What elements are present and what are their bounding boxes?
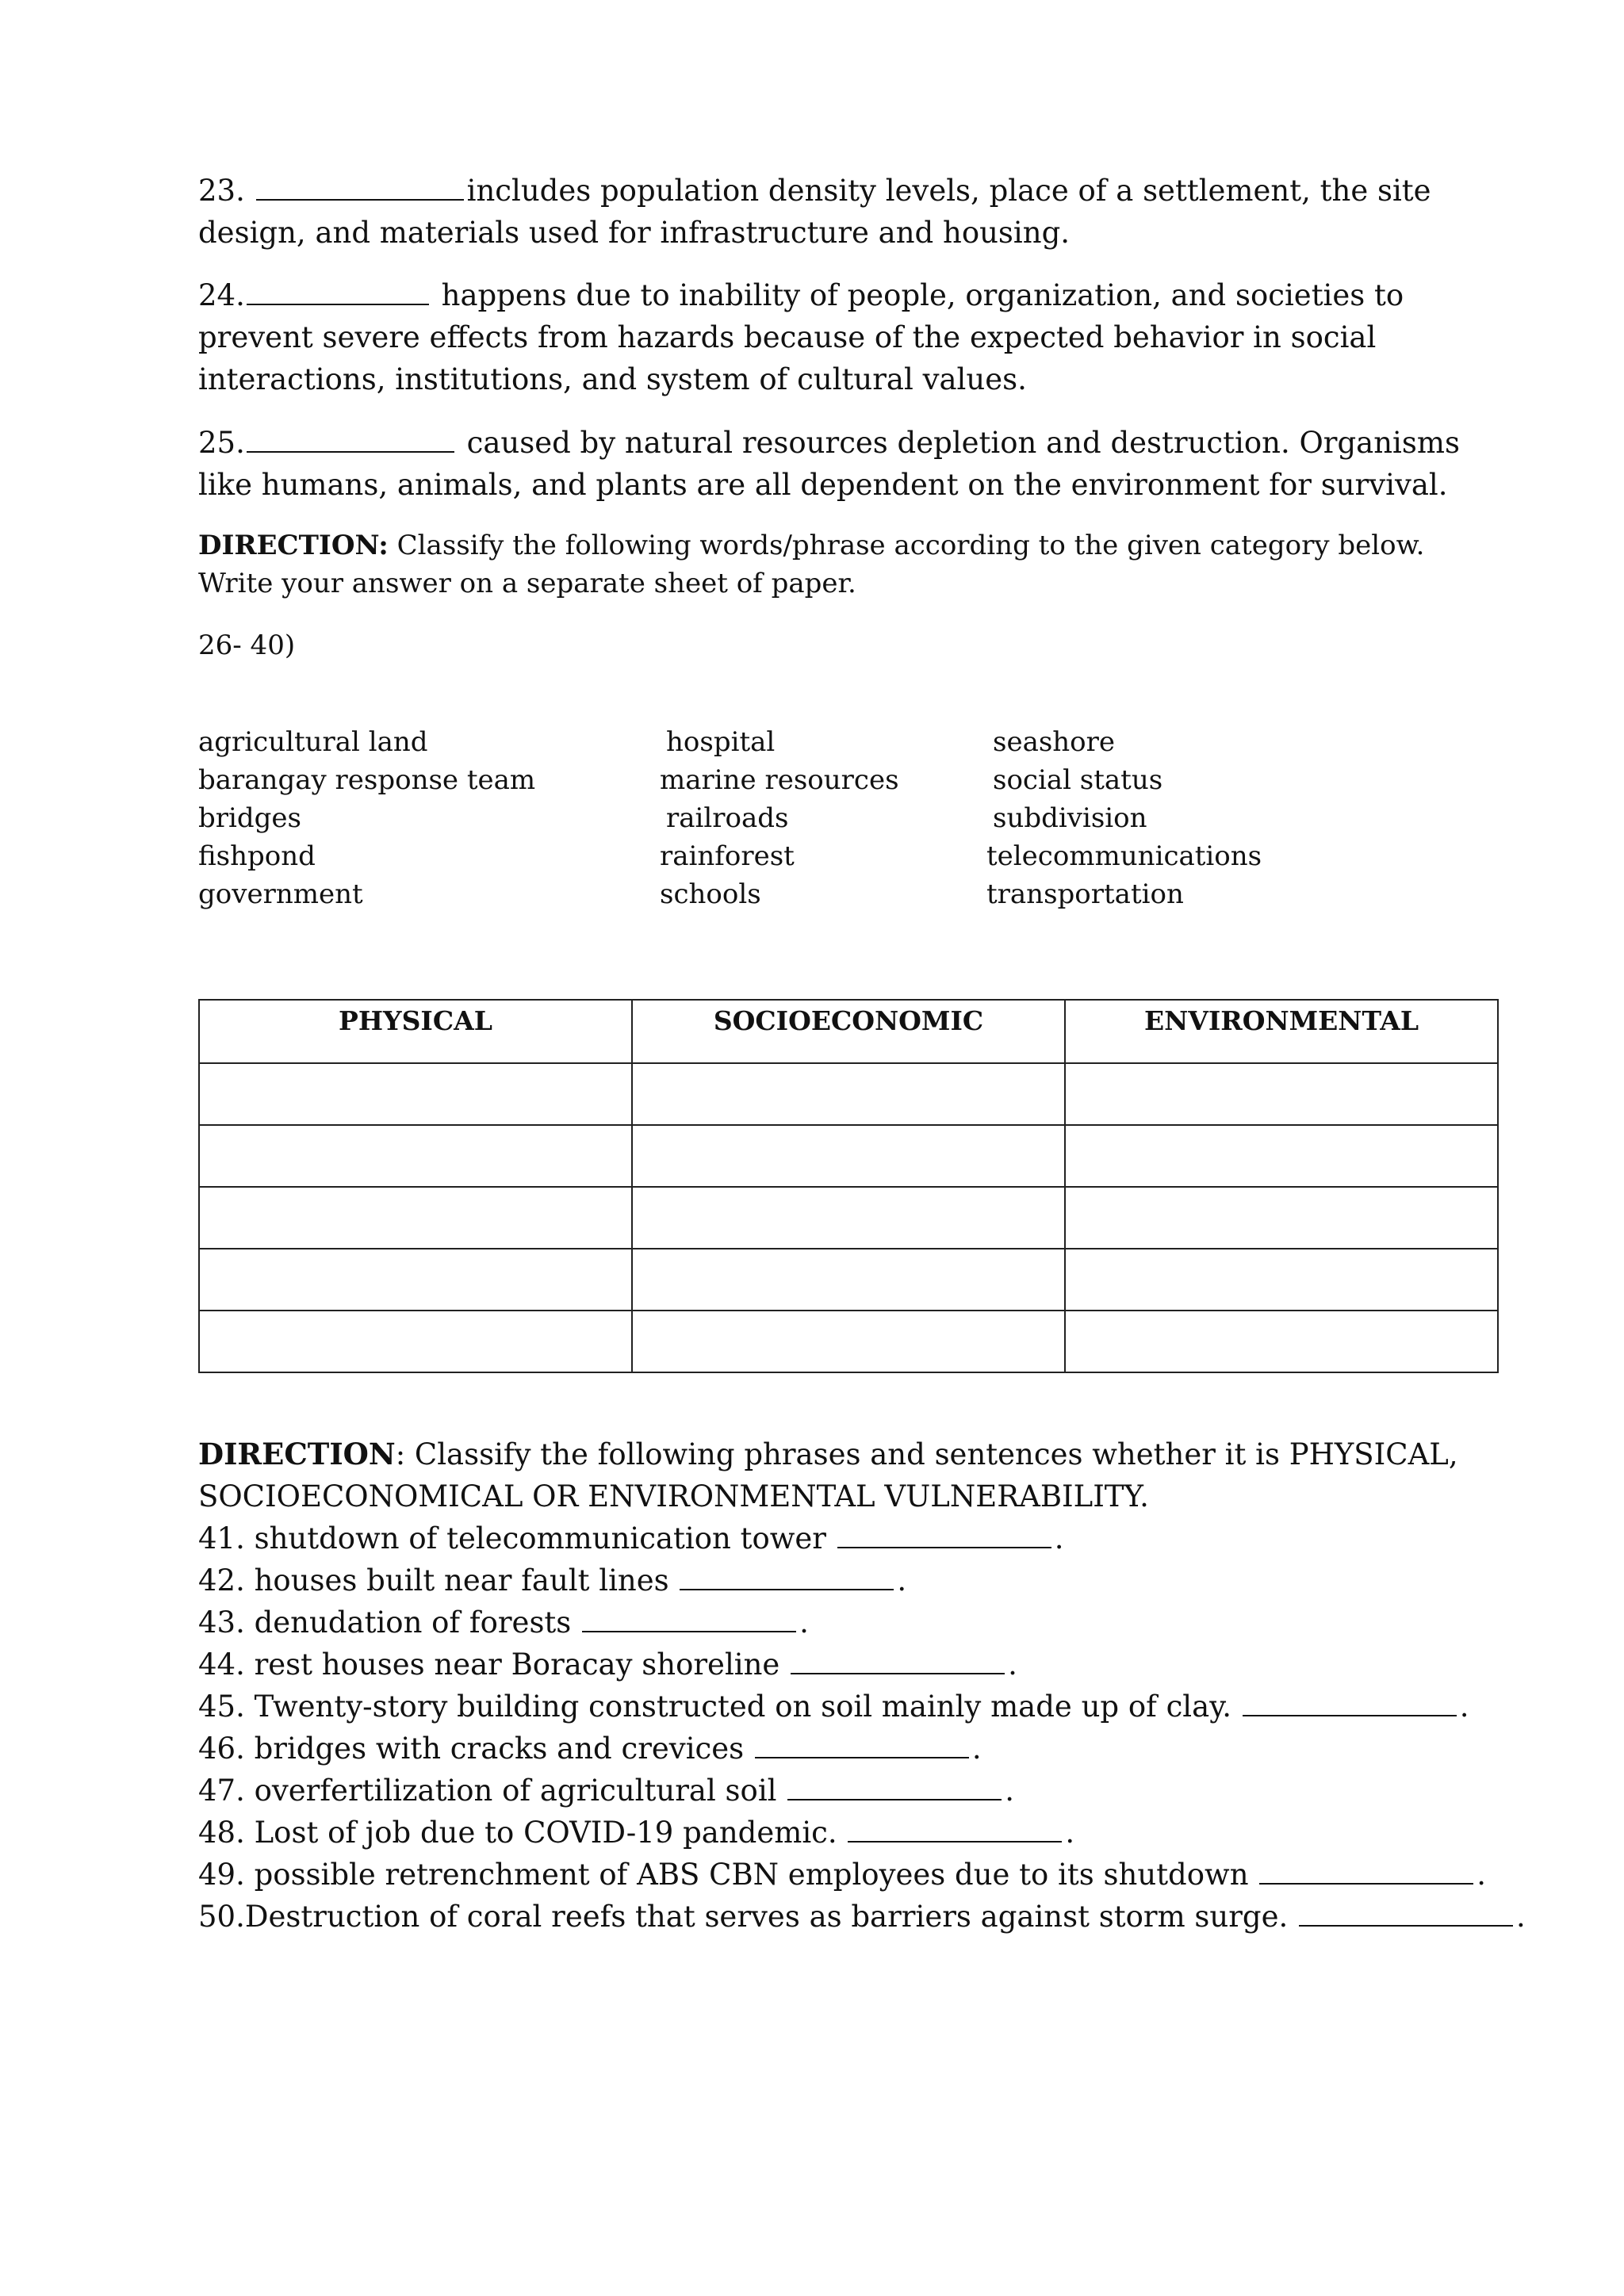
table-row bbox=[199, 1063, 1498, 1125]
question-23-text: includes population density levels, place of a settlement, the site design, and materials used for infrastructure and housing. bbox=[198, 174, 1431, 250]
word-item: barangay response team bbox=[198, 764, 536, 796]
question-24-text: happens due to inability of people, organization, and societies to prevent severe effects from hazards because of the expected behavior in social interactions, institutions, and system of cultural values. bbox=[198, 278, 1404, 396]
table-cell[interactable] bbox=[199, 1249, 632, 1311]
item-text: 49. possible retrenchment of ABS CBN employees due to its shutdown bbox=[198, 1858, 1249, 1892]
item-text: 46. bridges with cracks and crevices bbox=[198, 1732, 745, 1766]
table-cell[interactable] bbox=[632, 1249, 1065, 1311]
table-cell[interactable] bbox=[632, 1187, 1065, 1249]
word-item: transportation bbox=[986, 878, 1184, 910]
table-cell[interactable] bbox=[632, 1125, 1065, 1187]
item-end: . bbox=[799, 1605, 809, 1640]
word-item: rainforest bbox=[660, 840, 795, 872]
item-end: . bbox=[971, 1732, 982, 1766]
question-24 bbox=[198, 274, 1499, 400]
word-list-column-1 bbox=[198, 723, 535, 913]
table-cell[interactable] bbox=[199, 1187, 632, 1249]
list-item bbox=[198, 1559, 1546, 1601]
table-cell[interactable] bbox=[1065, 1063, 1498, 1125]
direction-text: Classify the following words/phrase according to the given category below. Write your answer on a separate sheet of paper. bbox=[198, 530, 1425, 599]
answer-blank-23[interactable] bbox=[256, 170, 464, 201]
question-25-number: 25. bbox=[198, 426, 245, 460]
table-cell[interactable] bbox=[1065, 1249, 1498, 1311]
table-cell[interactable] bbox=[632, 1311, 1065, 1372]
word-item: agricultural land bbox=[198, 726, 428, 758]
word-list-column-2 bbox=[660, 723, 899, 913]
answer-blank[interactable] bbox=[680, 1560, 894, 1590]
item-end: . bbox=[1054, 1521, 1064, 1556]
word-item: government bbox=[198, 878, 363, 910]
list-item bbox=[198, 1728, 1546, 1770]
list-item bbox=[198, 1686, 1546, 1728]
list-item bbox=[198, 1644, 1546, 1686]
table-cell[interactable] bbox=[1065, 1187, 1498, 1249]
word-item: hospital bbox=[666, 726, 776, 758]
word-item: marine resources bbox=[660, 764, 899, 796]
table-cell[interactable] bbox=[1065, 1311, 1498, 1372]
direction-classify-phrases bbox=[198, 1433, 1546, 1517]
item-text: 42. houses built near fault lines bbox=[198, 1563, 679, 1598]
header-environmental: ENVIRONMENTAL bbox=[1065, 1000, 1498, 1063]
question-23-number: 23. bbox=[198, 174, 245, 208]
table-cell[interactable] bbox=[1065, 1125, 1498, 1187]
word-item: telecommunications bbox=[986, 840, 1262, 872]
direction-text: : Classify the following phrases and sentences whether it is PHYSICAL, SOCIOECONOMICAL OR ENVIRONMENTAL VULNERABILITY. bbox=[198, 1437, 1458, 1513]
question-24-number: 24. bbox=[198, 278, 245, 312]
list-item bbox=[198, 1517, 1546, 1559]
question-23 bbox=[198, 170, 1499, 254]
word-item: seashore bbox=[993, 726, 1116, 758]
item-text: 50.Destruction of coral reefs that serves as barriers against storm surge. bbox=[198, 1900, 1289, 1934]
list-item bbox=[198, 1812, 1546, 1854]
item-text: 47. overfertilization of agricultural soil bbox=[198, 1774, 777, 1808]
header-physical: PHYSICAL bbox=[199, 1000, 632, 1063]
word-item: bridges bbox=[198, 802, 301, 834]
word-list-column-3 bbox=[986, 723, 1262, 913]
item-end: . bbox=[1516, 1900, 1526, 1934]
question-25 bbox=[198, 422, 1499, 506]
answer-blank[interactable] bbox=[791, 1644, 1005, 1674]
classification-table bbox=[198, 999, 1499, 1373]
table-cell[interactable] bbox=[199, 1063, 632, 1125]
item-text: 48. Lost of job due to COVID-19 pandemic. bbox=[198, 1816, 837, 1850]
item-end: . bbox=[897, 1563, 907, 1598]
item-text: 41. shutdown of telecommunication tower bbox=[198, 1521, 826, 1556]
item-text: 43. denudation of forests bbox=[198, 1605, 572, 1640]
direction-label: DIRECTION: bbox=[198, 530, 389, 561]
answer-blank[interactable] bbox=[787, 1770, 1002, 1800]
table-cell[interactable] bbox=[199, 1125, 632, 1187]
answer-blank[interactable] bbox=[1259, 1854, 1473, 1885]
item-end: . bbox=[1065, 1816, 1075, 1850]
answer-blank[interactable] bbox=[1299, 1896, 1513, 1927]
answer-blank[interactable] bbox=[1243, 1686, 1457, 1716]
table-row bbox=[199, 1187, 1498, 1249]
table-header-row bbox=[199, 1000, 1498, 1063]
table-cell[interactable] bbox=[199, 1311, 632, 1372]
answer-blank[interactable] bbox=[848, 1812, 1062, 1843]
table-row bbox=[199, 1249, 1498, 1311]
word-item: schools bbox=[660, 878, 761, 910]
question-25-text: caused by natural resources depletion and destruction. Organisms like humans, animals, and plants are all dependent on the environment for survival. bbox=[198, 426, 1460, 502]
list-item bbox=[198, 1770, 1546, 1812]
item-end: . bbox=[1008, 1647, 1017, 1682]
word-item: subdivision bbox=[993, 802, 1147, 834]
item-end: . bbox=[1459, 1689, 1469, 1724]
answer-blank-25[interactable] bbox=[247, 423, 454, 453]
direction-classify-words bbox=[198, 526, 1499, 603]
item-text: 44. rest houses near Boracay shoreline bbox=[198, 1647, 780, 1682]
item-text: 45. Twenty-story building constructed on soil mainly made up of clay. bbox=[198, 1689, 1231, 1724]
answer-blank[interactable] bbox=[837, 1518, 1051, 1548]
answer-blank[interactable] bbox=[582, 1602, 796, 1632]
table-row bbox=[199, 1125, 1498, 1187]
list-item bbox=[198, 1854, 1546, 1896]
word-item: social status bbox=[993, 764, 1163, 796]
table-cell[interactable] bbox=[632, 1063, 1065, 1125]
table-row bbox=[199, 1311, 1498, 1372]
direction-label: DIRECTION bbox=[198, 1437, 396, 1471]
header-socioeconomic: SOCIOECONOMIC bbox=[632, 1000, 1065, 1063]
item-end: . bbox=[1005, 1774, 1015, 1808]
vulnerability-items-list bbox=[198, 1517, 1546, 1938]
item-end: . bbox=[1477, 1858, 1487, 1892]
list-item bbox=[198, 1601, 1546, 1644]
answer-blank-24[interactable] bbox=[247, 275, 429, 305]
item-range-26-40: 26- 40) bbox=[198, 629, 296, 661]
list-item bbox=[198, 1896, 1546, 1938]
word-item: railroads bbox=[666, 802, 789, 834]
answer-blank[interactable] bbox=[755, 1728, 969, 1758]
word-item: fishpond bbox=[198, 840, 316, 872]
